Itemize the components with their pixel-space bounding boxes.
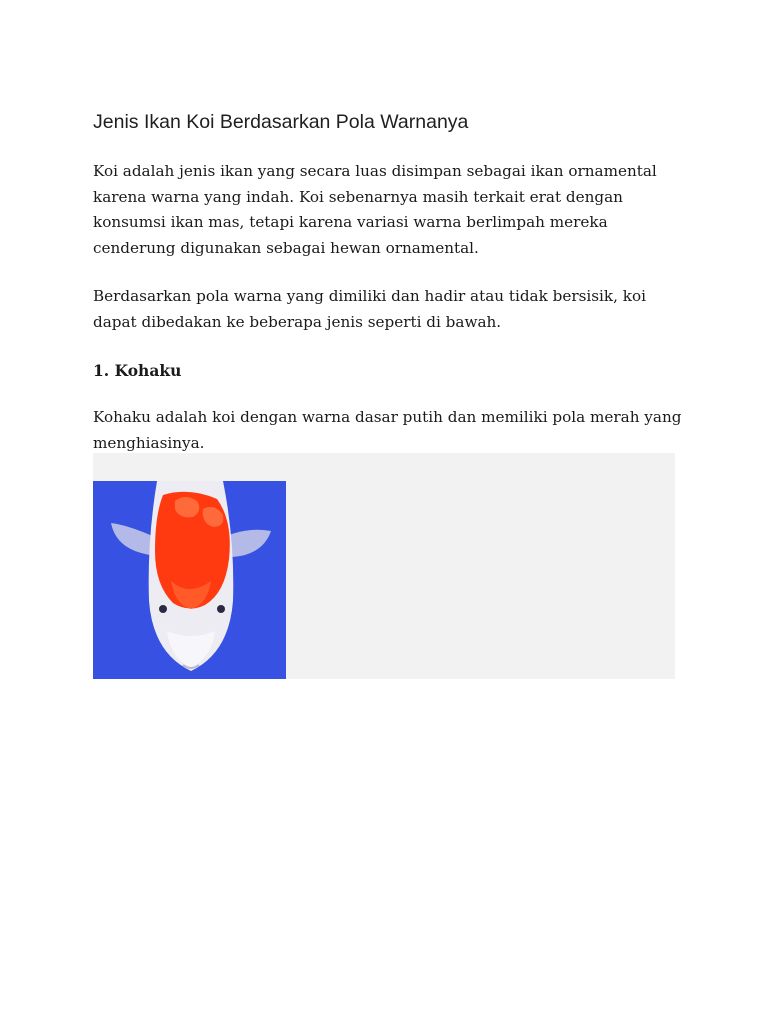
kohaku-koi-image — [93, 481, 286, 679]
section-heading-kohaku: 1. Kohaku — [93, 361, 182, 380]
document-title: Jenis Ikan Koi Berdasarkan Pola Warnanya — [93, 111, 469, 133]
image-panel — [93, 453, 675, 679]
classification-paragraph: Berdasarkan pola warna yang dimiliki dan hadir atau tidak bersisik, koi dapat dibedakan ke beberapa jenis seperti di bawah. — [93, 287, 646, 331]
kohaku-description: Kohaku adalah koi dengan warna dasar putih dan memiliki pola merah yang menghiasinya. — [93, 408, 682, 452]
intro-paragraph: Koi adalah jenis ikan yang secara luas disimpan sebagai ikan ornamental karena warna yang indah. Koi sebenarnya masih terkait erat dengan konsumsi ikan mas, tetapi karena variasi warna berlimpah mereka cenderung digunakan sebagai hewan ornamental. — [93, 162, 657, 257]
